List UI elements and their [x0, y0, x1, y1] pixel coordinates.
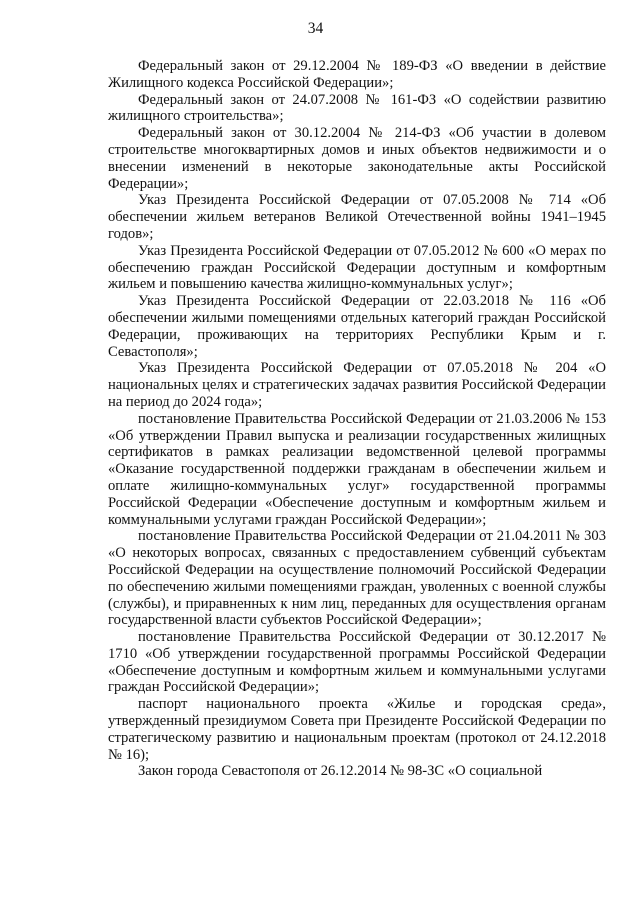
paragraph-fz-161: Федеральный закон от 24.07.2008 № 161-ФЗ «О содействии развитию жилищного строительства»;	[108, 91, 606, 125]
paragraph-postanovlenie-303: постановление Правительства Российской Федерации от 21.04.2011 № 303 «О некоторых вопросах, связанных с предоставлением субвенций субъектам Российской Федерации на осуществление полномочий Российской Федерации по обеспечению жилыми помещениями граждан, уволенных с военной службы (службы), и приравненных к ним лиц, переданных для осуществления органам государственной власти субъектов Российской Федерации»;	[108, 528, 606, 629]
paragraph-ukaz-600: Указ Президента Российской Федерации от 07.05.2012 № 600 «О мерах по обеспечению граждан Российской Федерации доступным и комфортным жильем и повышению качества жилищно-коммунальных услуг»;	[108, 242, 606, 293]
legal-references-list	[108, 58, 606, 780]
paragraph-fz-189: Федеральный закон от 29.12.2004 № 189-ФЗ «О введении в действие Жилищного кодекса Российской Федерации»;	[108, 58, 606, 91]
paragraph-postanovlenie-1710: постановление Правительства Российской Федерации от 30.12.2017 № 1710 «Об утверждении государственной программы Российской Федерации «Обеспечение доступным и комфортным жильем и коммунальными услугами граждан Российской Федерации»;	[108, 629, 606, 696]
paragraph-ukaz-116: Указ Президента Российской Федерации от 22.03.2018 № 116 «Об обеспечении жилыми помещениями отдельных категорий граждан Российской Федерации, проживающих на территориях Республики Крым и г. Севастополя»;	[108, 293, 606, 360]
paragraph-fz-214: Федеральный закон от 30.12.2004 № 214-ФЗ «Об участии в долевом строительстве многоквартирных домов и иных объектов недвижимости и о внесении изменений в некоторые законодательные акты Российской Федерации»;	[108, 125, 606, 192]
paragraph-ukaz-714: Указ Президента Российской Федерации от 07.05.2008 № 714 «Об обеспечении жильем ветеранов Великой Отечественной войны 1941–1945 годов»;	[108, 192, 606, 242]
page-number: 34	[307, 20, 324, 37]
paragraph-ukaz-204: Указ Президента Российской Федерации от 07.05.2018 № 204 «О национальных целях и стратегических задачах развития Российской Федерации на период до 2024 года»;	[108, 360, 606, 410]
paragraph-postanovlenie-153: постановление Правительства Российской Федерации от 21.03.2006 № 153 «Об утверждении Правил выпуска и реализации государственных жилищных сертификатов в рамках реализации ведомственной целевой программы «Оказание государственной поддержки гражданам в обеспечении жильем и оплате жилищно-коммунальных услуг» государственной программы Российской Федерации «Обеспечение доступным и комфортным жильем и коммунальными услугами граждан Российской Федерации»;	[108, 410, 606, 528]
paragraph-sevastopol-law-98: Закон города Севастополя от 26.12.2014 № 98-ЗС «О социальной	[138, 763, 543, 780]
paragraph-national-project-passport: паспорт национального проекта «Жилье и городская среда», утвержденный президиумом Совета при Президенте Российской Федерации по стратегическому развитию и национальным проектам (протокол от 24.12.2018 № 16);	[108, 696, 606, 763]
